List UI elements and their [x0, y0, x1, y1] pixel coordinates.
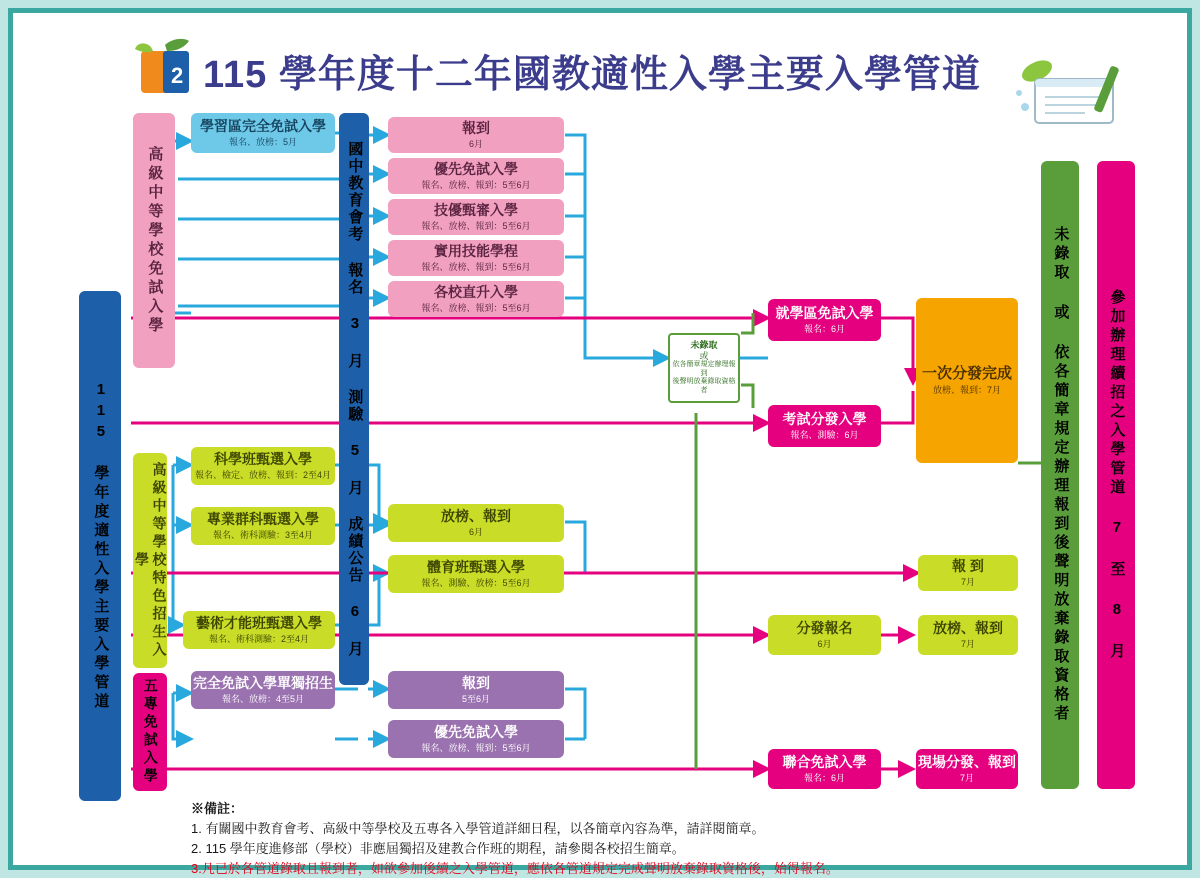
channel-sub-c6: 報名、放榜、報到：5至6月: [421, 303, 531, 314]
left-rail-main-label: 115 學年度適性入學主要入學管道: [79, 291, 121, 801]
channel-sub-c12: 6月: [468, 527, 483, 538]
group-label-special-admission: 高級中等學校特色招生入學: [133, 453, 167, 668]
channel-box-c10[interactable]: [191, 447, 335, 485]
channel-title-c14: 報 到: [952, 558, 984, 575]
channel-sub-c22: 7月: [959, 773, 974, 784]
channel-title-c5: 實用技能學程: [434, 243, 518, 260]
channel-box-c2[interactable]: [388, 117, 564, 153]
channel-sub-c18: 報名、放榜：4至5月: [221, 694, 304, 705]
book-sprout-logo: [131, 37, 199, 99]
channel-box-c21[interactable]: [768, 749, 881, 789]
channel-box-c1[interactable]: [191, 113, 335, 153]
channel-title-c17: 放榜、報到: [933, 620, 1003, 637]
channel-box-c15[interactable]: [183, 611, 335, 649]
channel-title-c12: 放榜、報到: [441, 508, 511, 525]
channel-title-c7: 就學區免試入學: [775, 305, 874, 322]
channel-box-c5[interactable]: [388, 240, 564, 276]
channel-box-c17[interactable]: [918, 615, 1018, 655]
channel-box-c22[interactable]: [916, 749, 1018, 789]
channel-title-c11: 專業群科甄選入學: [207, 511, 319, 528]
channel-box-c7[interactable]: [768, 299, 881, 341]
channel-title-c16: 分發報名: [796, 620, 853, 637]
channel-sub-c15: 報名、術科測驗：2至4月: [208, 634, 309, 645]
right-column-continued-admission-label: 參加辦理續招之入學管道 7 至 8 月: [1097, 161, 1135, 789]
waiver-line2: 或: [699, 350, 709, 361]
channel-sub-c20: 報名、放榜、報到：5至6月: [421, 743, 531, 754]
channel-box-c18[interactable]: [191, 671, 335, 709]
channel-title-c10: 科學班甄選入學: [214, 451, 312, 468]
waiver-line3: 依各簡章規定辦理報到: [672, 360, 736, 377]
channel-box-c9[interactable]: [916, 298, 1018, 463]
channel-sub-c4: 報名、放榜、報到：5至6月: [421, 221, 531, 232]
channel-box-c20[interactable]: [388, 720, 564, 758]
right-column-waiver-label: 未錄取 或 依各簡章規定辦理報到後聲明放棄錄取資格者: [1041, 161, 1079, 789]
svg-text:2: 2: [171, 63, 184, 88]
channel-title-c4: 技優甄審入學: [434, 202, 518, 219]
channel-sub-c3: 報名、放榜、報到：5至6月: [421, 180, 531, 191]
channel-title-c2: 報到: [462, 120, 490, 137]
channel-title-c15: 藝術才能班甄選入學: [196, 615, 322, 632]
channel-box-c11[interactable]: [191, 507, 335, 545]
channel-sub-c19: 5至6月: [461, 694, 490, 705]
channel-title-c8: 考試分發入學: [782, 411, 867, 428]
channel-title-c6: 各校直升入學: [434, 284, 518, 301]
channel-sub-c5: 報名、放榜、報到：5至6月: [421, 262, 531, 273]
notes-heading: ※備註：: [191, 801, 244, 816]
channel-sub-c11: 報名、術科測驗：3至4月: [212, 530, 313, 541]
notes-block: [191, 799, 1051, 878]
channel-title-c13: 體育班甄選入學: [427, 559, 525, 576]
channel-sub-c17: 7月: [960, 639, 975, 650]
channel-box-c19[interactable]: [388, 671, 564, 709]
channel-sub-c13: 報名、測驗、放榜：5至6月: [421, 578, 531, 589]
channel-title-c9: 一次分發完成: [921, 365, 1012, 383]
channel-title-c20: 優先免試入學: [434, 724, 518, 741]
channel-sub-c2: 6月: [468, 139, 483, 150]
channel-title-c1: 學習區完全免試入學: [200, 118, 326, 135]
channel-box-c13[interactable]: [388, 555, 564, 593]
channel-title-c18: 完全免試入學單獨招生: [193, 675, 333, 692]
channel-title-c19: 報到: [462, 675, 490, 692]
channel-sub-c8: 報名、測驗：6月: [790, 430, 859, 441]
channel-sub-c9: 放榜、報到：7月: [932, 385, 1001, 396]
notebook-pencil-leaf-decoration: [1007, 49, 1157, 129]
channel-box-c14[interactable]: [918, 555, 1018, 591]
channel-title-c3: 優先免試入學: [434, 161, 518, 178]
notes-item-2: 2. 115 學年度進修部（學校）非應屆獨招及建教合作班的期程，請參閱各校招生簡章。: [191, 841, 685, 857]
channel-sub-c14: 7月: [960, 577, 975, 588]
channel-title-c21: 聯合免試入學: [782, 754, 867, 771]
channel-sub-c21: 報名：6月: [803, 773, 845, 784]
exam-column-label: 國中教育會考 報名 3 月 測驗 5 月 成績公告 6 月: [339, 113, 369, 685]
channel-box-c3[interactable]: [388, 158, 564, 194]
channel-box-c12[interactable]: [388, 504, 564, 542]
waiver-line1: 未錄取: [690, 340, 718, 351]
group-label-junior-college-exam-free: 五專免試入學: [133, 673, 167, 791]
channel-sub-c10: 報名、檢定、放榜、報到：2至4月: [194, 470, 331, 481]
channel-sub-c16: 6月: [817, 639, 832, 650]
channel-box-c6[interactable]: [388, 281, 564, 317]
group-label-senior-high-exam-free: 高級中等學校免試入學: [133, 113, 175, 368]
channel-box-c8[interactable]: [768, 405, 881, 447]
channel-box-c4[interactable]: [388, 199, 564, 235]
waiver-line4: 後聲明放棄錄取資格者: [672, 378, 736, 395]
channel-box-c16[interactable]: [768, 615, 881, 655]
notes-item-1: 1. 有關國中教育會考、高級中等學校及五專各入學管道詳細日程，以各簡章內容為準，請詳閱簡章。: [191, 821, 765, 837]
channel-sub-c1: 報名、放榜：5月: [228, 137, 297, 148]
channel-sub-c7: 報名：6月: [803, 324, 845, 335]
diagram-sheet: [13, 13, 1187, 877]
notes-item-3: 3.凡已於各管道錄取且報到者，如欲參加後續之入學管道，應依各管道規定完成聲明放棄錄取資格後，始得報名。: [191, 861, 839, 877]
waiver-note-box: [668, 333, 740, 403]
channel-title-c22: 現場分發、報到: [918, 754, 1016, 771]
page-title: 115 學年度十二年國教適性入學主要入學管道: [203, 54, 981, 96]
